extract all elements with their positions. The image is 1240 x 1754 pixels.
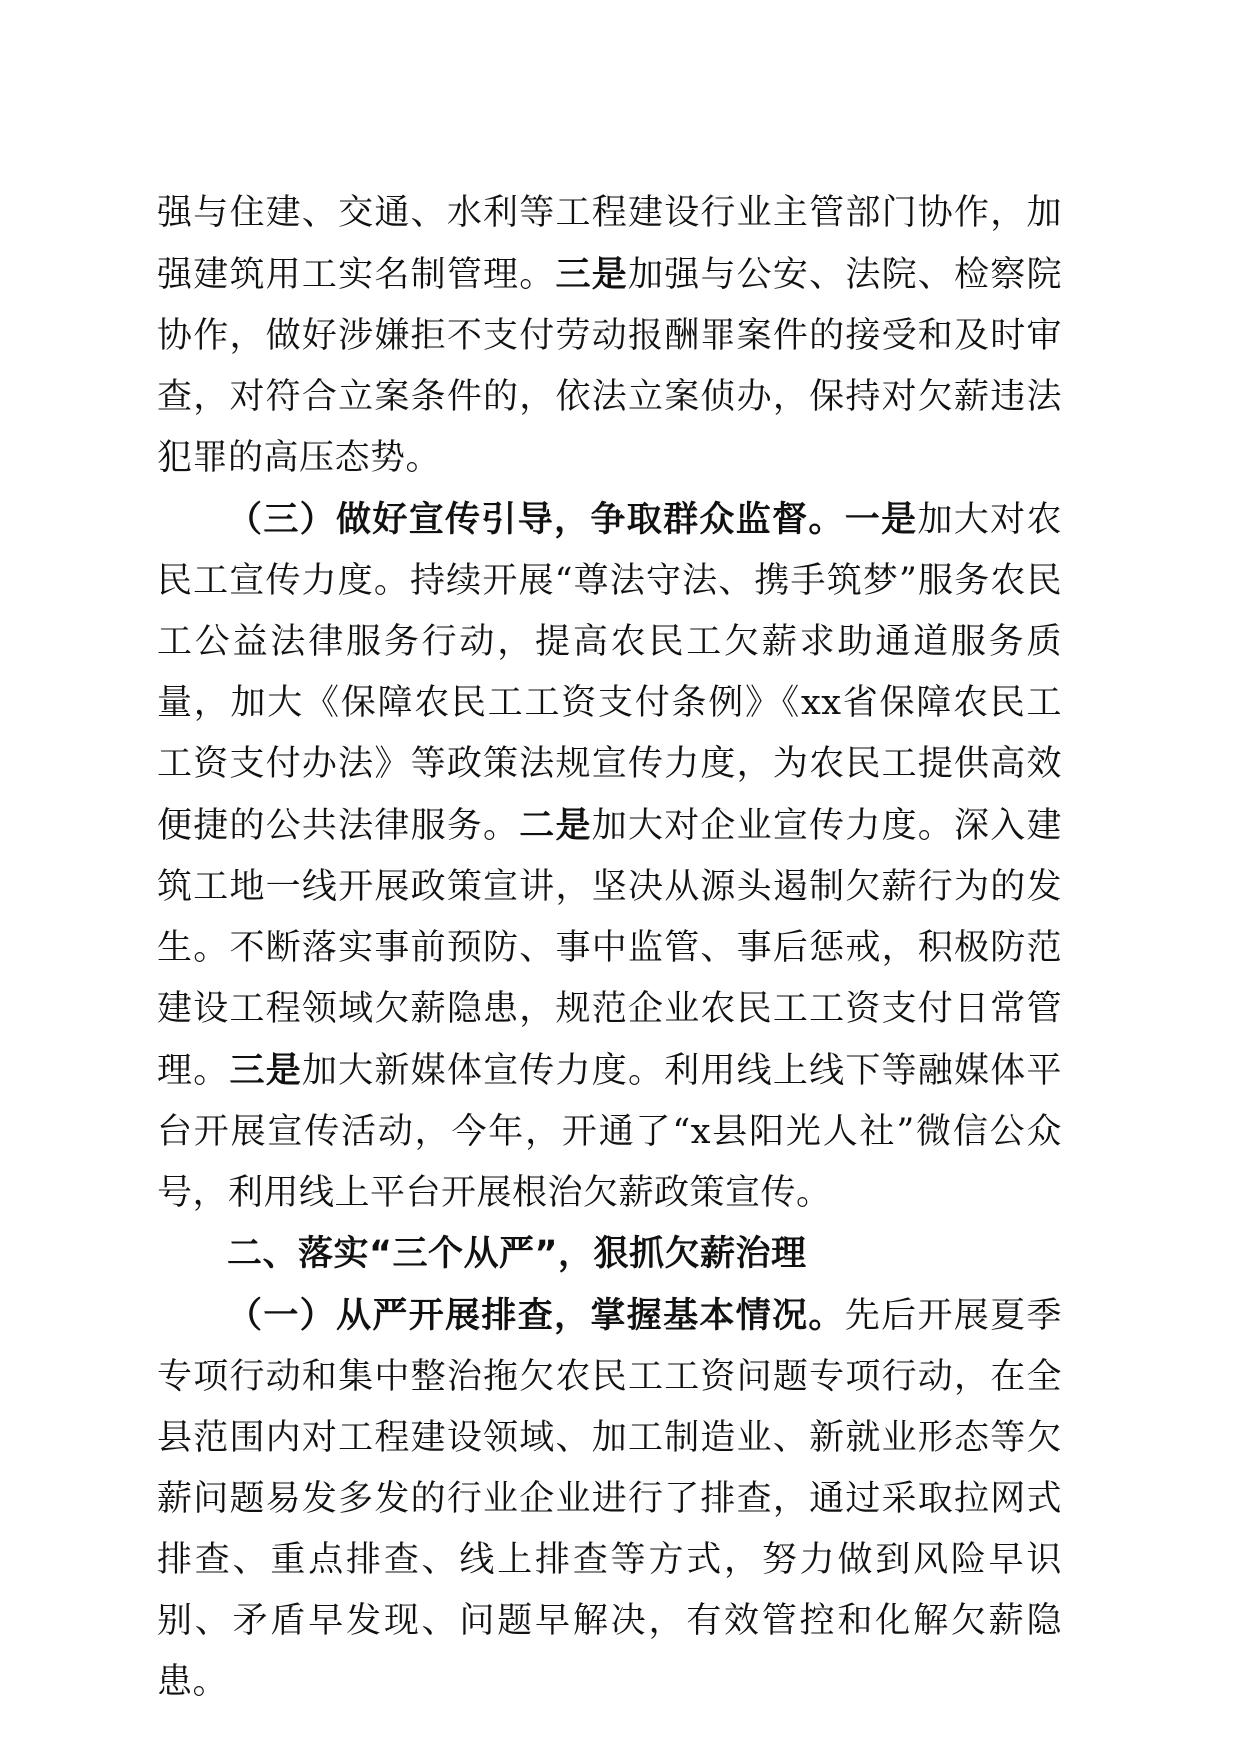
section-heading: 二、落实“三个从严”，狠抓欠薪治理 — [227, 1234, 807, 1274]
bold-keyword: 一是 — [844, 499, 918, 540]
paragraph-text: 加大对农民工宣传力度。持续开展“尊法守法、携手筑梦”服务农民工公益法律服务行动，提高农民工欠薪求助通道服务质量，加大《保障农民工工资支付条例》《xx省保障农民工工资支付办法》等政策法规宣传力度，为农民工提供高效便捷的公共法律服务。 — [157, 500, 1062, 846]
document-body — [157, 183, 1062, 1713]
bold-keyword: 三是 — [555, 254, 628, 295]
paragraph-text: 加大对企业宣传力度。深入建筑工地一线开展政策宣讲，坚决从源头遏制欠薪行为的发生。不断落实事前预防、事中监管、事后惩戒，积极防范建设工程领域欠薪隐患，规范企业农民工工资支付日常管理。 — [157, 806, 1062, 1091]
paragraph-section-1 — [157, 1285, 1062, 1713]
paragraph-text: 先后开展夏季专项行动和集中整治拖欠农民工工资问题专项行动，在全县范围内对工程建设领域、加工制造业、新就业形态等欠薪问题易发多发的行业企业进行了排查，通过采取拉网式排查、重点排查、线上排查等方式，努力做到风险早识别、矛盾早发现、问题早解决，有效管控和化解欠薪隐患。 — [157, 1296, 1062, 1702]
paragraph-text: 加大新媒体宣传力度。利用线上线下等融媒体平台开展宣传活动，今年，开通了“x县阳光人社”微信公众号，利用线上平台开展根治欠薪政策宣传。 — [157, 1051, 1062, 1213]
paragraph-text: 强与住建、交通、水利等工程建设行业主管部门协作，加强建筑用工实名制管理。 — [157, 193, 1062, 295]
paragraph-section-3 — [157, 489, 1062, 1224]
bold-keyword: 二是 — [519, 805, 592, 846]
subsection-heading: （三）做好宣传引导，争取群众监督。 — [227, 499, 845, 540]
paragraph-continuation — [157, 183, 1062, 489]
bold-keyword: 三是 — [229, 1050, 302, 1091]
subsection-heading: （一）从严开展排查，掌握基本情况。 — [227, 1295, 845, 1336]
paragraph-text: 加强与公安、法院、检察院协作，做好涉嫌拒不支付劳动报酬罪案件的接受和及时审查，对符合立案条件的，依法立案侦办，保持对欠薪违法犯罪的高压态势。 — [157, 255, 1062, 478]
